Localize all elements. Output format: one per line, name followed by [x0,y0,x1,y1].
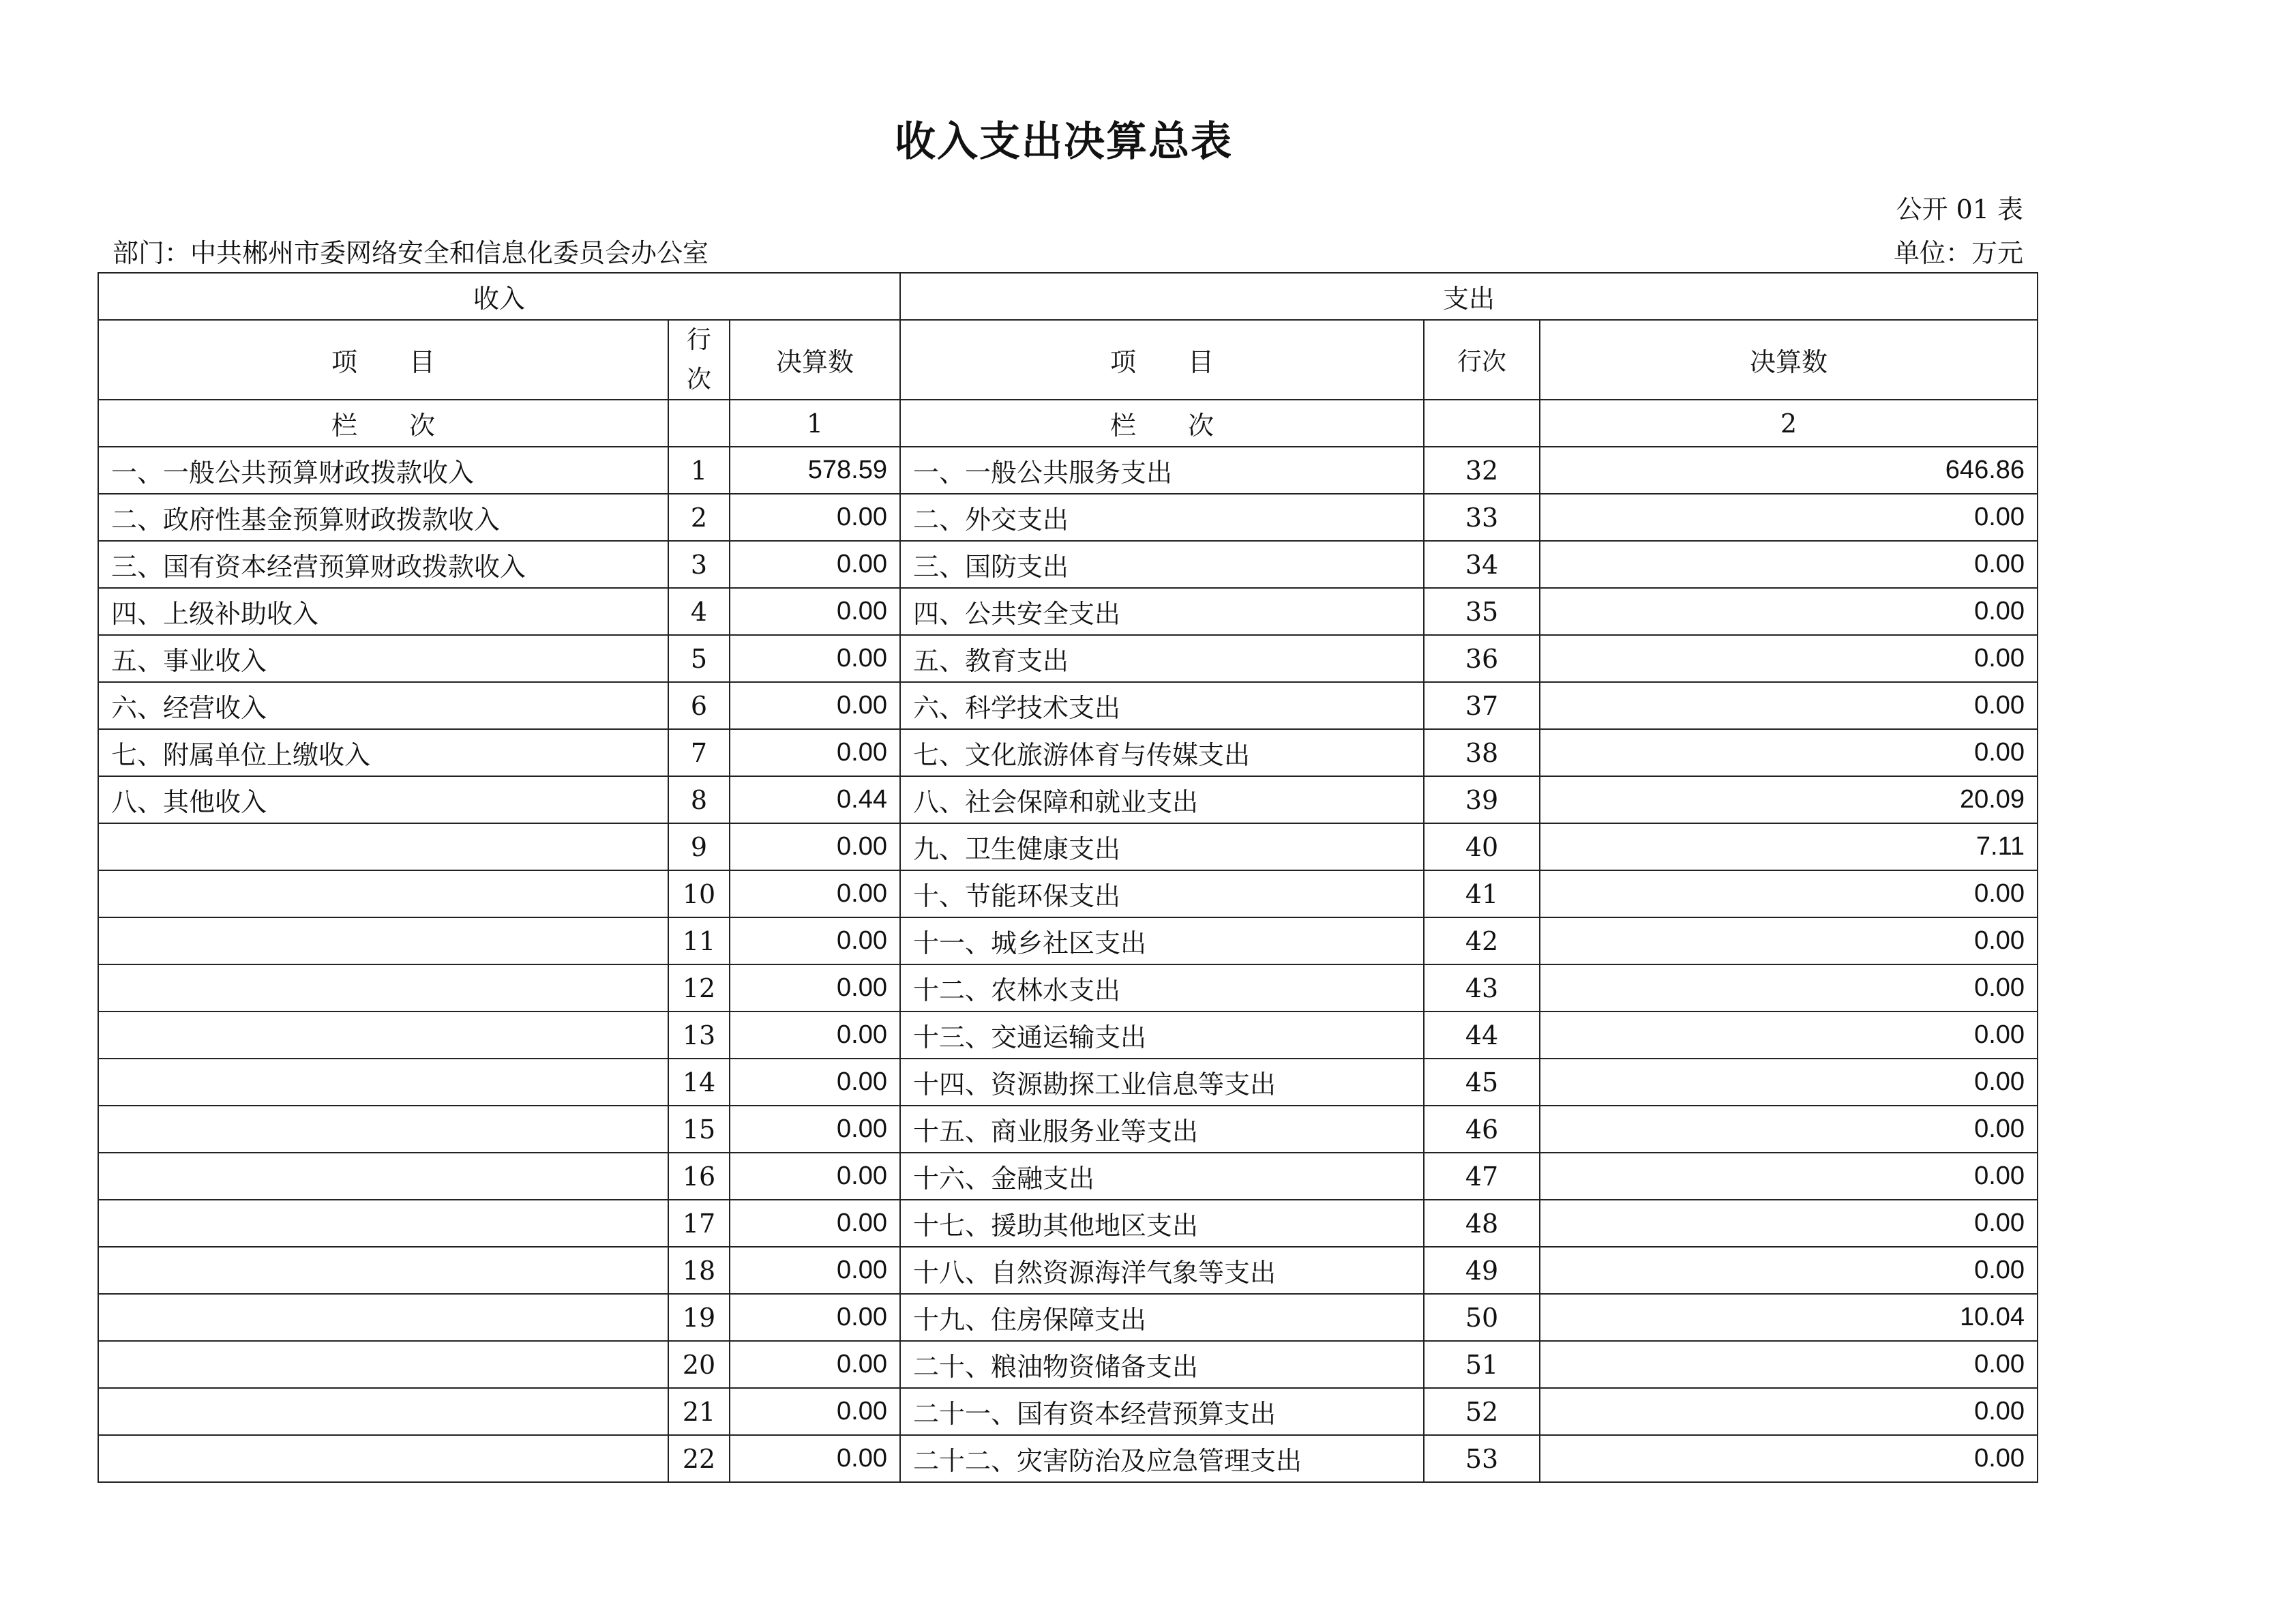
income-row-no-cell: 18 [668,1247,730,1294]
table-row [98,1106,2038,1153]
income-row-no-header-text: 行次 [686,326,711,394]
table-row [98,1388,2038,1435]
table-row [98,588,2038,635]
income-item-cell [98,870,668,917]
table-row [98,1012,2038,1059]
table-row [98,917,2038,964]
income-item-cell [98,1294,668,1341]
expense-row-no-cell: 37 [1424,682,1540,729]
income-item-cell [98,1106,668,1153]
income-item-cell [98,1153,668,1200]
expense-amount-cell: 7.11 [1540,823,2038,870]
income-amount-cell: 0.00 [730,588,900,635]
income-row-no-cell: 4 [668,588,730,635]
income-item-cell: 三、国有资本经营预算财政拨款收入 [98,541,668,588]
expense-item-cell: 十九、住房保障支出 [900,1294,1424,1341]
department-label: 部门：中共郴州市委网络安全和信息化委员会办公室 [113,238,709,268]
expense-column-number: 2 [1540,400,2038,447]
income-row-no-cell: 8 [668,776,730,823]
expense-row-no-cell: 39 [1424,776,1540,823]
expense-item-cell: 四、公共安全支出 [900,588,1424,635]
expense-item-cell: 十三、交通运输支出 [900,1012,1424,1059]
income-amount-cell: 0.44 [730,776,900,823]
income-section-header: 收入 [98,273,900,320]
income-amount-cell: 0.00 [730,870,900,917]
income-item-cell: 四、上级补助收入 [98,588,668,635]
expense-item-cell: 十、节能环保支出 [900,870,1424,917]
expense-row-no-cell: 35 [1424,588,1540,635]
expense-row-no-cell: 33 [1424,494,1540,541]
income-column-blank [668,400,730,447]
expense-amount-cell: 0.00 [1540,1012,2038,1059]
income-row-no-cell: 3 [668,541,730,588]
page-title: 收入支出决算总表 [895,118,1233,166]
table-row [98,682,2038,729]
income-item-cell [98,1059,668,1106]
income-row-no-cell: 20 [668,1341,730,1388]
expense-amount-header: 决算数 [1540,320,2038,400]
expense-amount-cell: 0.00 [1540,1247,2038,1294]
income-row-no-cell: 16 [668,1153,730,1200]
expense-item-cell: 十八、自然资源海洋气象等支出 [900,1247,1424,1294]
expense-row-no-cell: 43 [1424,964,1540,1012]
income-item-cell [98,1435,668,1482]
income-row-no-cell: 10 [668,870,730,917]
expense-amount-cell: 646.86 [1540,447,2038,494]
expense-row-no-cell: 41 [1424,870,1540,917]
section-header-row [98,273,2038,320]
expense-amount-cell: 0.00 [1540,917,2038,964]
income-item-cell [98,1012,668,1059]
expense-row-no-cell: 36 [1424,635,1540,682]
expense-amount-cell: 0.00 [1540,588,2038,635]
income-amount-cell: 0.00 [730,823,900,870]
income-amount-cell: 0.00 [730,1012,900,1059]
expense-amount-cell: 0.00 [1540,1435,2038,1482]
expense-row-no-cell: 52 [1424,1388,1540,1435]
expense-amount-cell: 0.00 [1540,1388,2038,1435]
income-item-cell [98,1247,668,1294]
expense-row-no-cell: 53 [1424,1435,1540,1482]
table-row [98,541,2038,588]
income-item-cell [98,1341,668,1388]
table-row [98,870,2038,917]
income-item-cell: 二、政府性基金预算财政拨款收入 [98,494,668,541]
expense-row-no-cell: 42 [1424,917,1540,964]
table-row [98,776,2038,823]
income-amount-cell: 0.00 [730,964,900,1012]
expense-amount-cell: 0.00 [1540,729,2038,776]
income-amount-cell: 0.00 [730,1059,900,1106]
expense-item-cell: 五、教育支出 [900,635,1424,682]
expense-item-cell: 三、国防支出 [900,541,1424,588]
income-row-no-cell: 9 [668,823,730,870]
expense-item-header: 项 目 [900,320,1424,400]
income-expense-table [98,272,2038,1483]
income-item-cell: 五、事业收入 [98,635,668,682]
table-row [98,635,2038,682]
income-row-no-cell: 17 [668,1200,730,1247]
expense-amount-cell: 0.00 [1540,964,2038,1012]
income-row-no-cell: 19 [668,1294,730,1341]
expense-row-no-cell: 45 [1424,1059,1540,1106]
expense-amount-cell: 0.00 [1540,1106,2038,1153]
income-row-no-cell: 5 [668,635,730,682]
expense-amount-cell: 10.04 [1540,1294,2038,1341]
expense-row-no-cell: 49 [1424,1247,1540,1294]
expense-item-cell: 二、外交支出 [900,494,1424,541]
expense-item-cell: 八、社会保障和就业支出 [900,776,1424,823]
income-amount-cell: 0.00 [730,1106,900,1153]
income-amount-cell: 0.00 [730,1435,900,1482]
table-row [98,1059,2038,1106]
income-row-no-cell: 14 [668,1059,730,1106]
expense-row-no-cell: 47 [1424,1153,1540,1200]
expense-amount-cell: 0.00 [1540,682,2038,729]
table-row [98,447,2038,494]
expense-item-cell: 七、文化旅游体育与传媒支出 [900,729,1424,776]
expense-item-cell: 十七、援助其他地区支出 [900,1200,1424,1247]
income-row-no-cell: 7 [668,729,730,776]
income-item-cell [98,964,668,1012]
table-row [98,1247,2038,1294]
expense-item-cell: 二十二、灾害防治及应急管理支出 [900,1435,1424,1482]
expense-column-label: 栏 次 [900,400,1424,447]
expense-amount-cell: 0.00 [1540,635,2038,682]
expense-row-no-cell: 38 [1424,729,1540,776]
income-item-header: 项 目 [98,320,668,400]
income-amount-header: 决算数 [730,320,900,400]
income-row-no-header [668,320,730,400]
form-number: 公开 01 表 [1896,194,2023,224]
expense-item-cell: 十二、农林水支出 [900,964,1424,1012]
income-amount-cell: 0.00 [730,1294,900,1341]
expense-row-no-cell: 51 [1424,1341,1540,1388]
expense-item-cell: 二十、粮油物资储备支出 [900,1341,1424,1388]
income-row-no-cell: 22 [668,1435,730,1482]
expense-amount-cell: 0.00 [1540,541,2038,588]
income-amount-cell: 0.00 [730,682,900,729]
income-row-no-cell: 15 [668,1106,730,1153]
expense-item-cell: 一、一般公共服务支出 [900,447,1424,494]
expense-row-no-cell: 32 [1424,447,1540,494]
income-amount-cell: 0.00 [730,1153,900,1200]
expense-row-no-cell: 34 [1424,541,1540,588]
table-row [98,494,2038,541]
table-row [98,1435,2038,1482]
income-column-number: 1 [730,400,900,447]
income-column-label: 栏 次 [98,400,668,447]
expense-amount-cell: 0.00 [1540,870,2038,917]
income-amount-cell: 0.00 [730,541,900,588]
expense-item-cell: 十五、商业服务业等支出 [900,1106,1424,1153]
expense-amount-cell: 0.00 [1540,494,2038,541]
expense-item-cell: 二十一、国有资本经营预算支出 [900,1388,1424,1435]
income-amount-cell: 0.00 [730,917,900,964]
table-row [98,729,2038,776]
expense-column-blank [1424,400,1540,447]
table-row [98,1294,2038,1341]
expense-row-no-header: 行次 [1424,320,1540,400]
income-amount-cell: 0.00 [730,1388,900,1435]
column-header-row [98,320,2038,400]
expense-item-cell: 十一、城乡社区支出 [900,917,1424,964]
expense-item-cell: 九、卫生健康支出 [900,823,1424,870]
table-row [98,1200,2038,1247]
income-item-cell [98,1200,668,1247]
income-row-no-cell: 12 [668,964,730,1012]
table-row [98,1341,2038,1388]
expense-amount-cell: 20.09 [1540,776,2038,823]
expense-item-cell: 十六、金融支出 [900,1153,1424,1200]
income-row-no-cell: 2 [668,494,730,541]
income-amount-cell: 0.00 [730,635,900,682]
income-item-cell: 一、一般公共预算财政拨款收入 [98,447,668,494]
column-number-row [98,400,2038,447]
income-row-no-cell: 6 [668,682,730,729]
income-item-cell: 六、经营收入 [98,682,668,729]
income-item-cell: 八、其他收入 [98,776,668,823]
income-item-cell [98,823,668,870]
expense-item-cell: 十四、资源勘探工业信息等支出 [900,1059,1424,1106]
income-item-cell: 七、附属单位上缴收入 [98,729,668,776]
income-item-cell [98,1388,668,1435]
unit-label: 单位：万元 [1893,238,2023,268]
expense-row-no-cell: 46 [1424,1106,1540,1153]
income-row-no-cell: 11 [668,917,730,964]
expense-row-no-cell: 50 [1424,1294,1540,1341]
income-amount-cell: 0.00 [730,1341,900,1388]
expense-amount-cell: 0.00 [1540,1341,2038,1388]
table-row [98,964,2038,1012]
expense-row-no-cell: 48 [1424,1200,1540,1247]
expense-amount-cell: 0.00 [1540,1059,2038,1106]
income-amount-cell: 578.59 [730,447,900,494]
expense-amount-cell: 0.00 [1540,1153,2038,1200]
income-amount-cell: 0.00 [730,1200,900,1247]
income-amount-cell: 0.00 [730,494,900,541]
expense-section-header: 支出 [900,273,2038,320]
income-row-no-cell: 1 [668,447,730,494]
income-amount-cell: 0.00 [730,1247,900,1294]
expense-row-no-cell: 40 [1424,823,1540,870]
table-row [98,823,2038,870]
expense-amount-cell: 0.00 [1540,1200,2038,1247]
income-row-no-cell: 21 [668,1388,730,1435]
expense-item-cell: 六、科学技术支出 [900,682,1424,729]
income-item-cell [98,917,668,964]
table-row [98,1153,2038,1200]
expense-row-no-cell: 44 [1424,1012,1540,1059]
income-amount-cell: 0.00 [730,729,900,776]
income-row-no-cell: 13 [668,1012,730,1059]
